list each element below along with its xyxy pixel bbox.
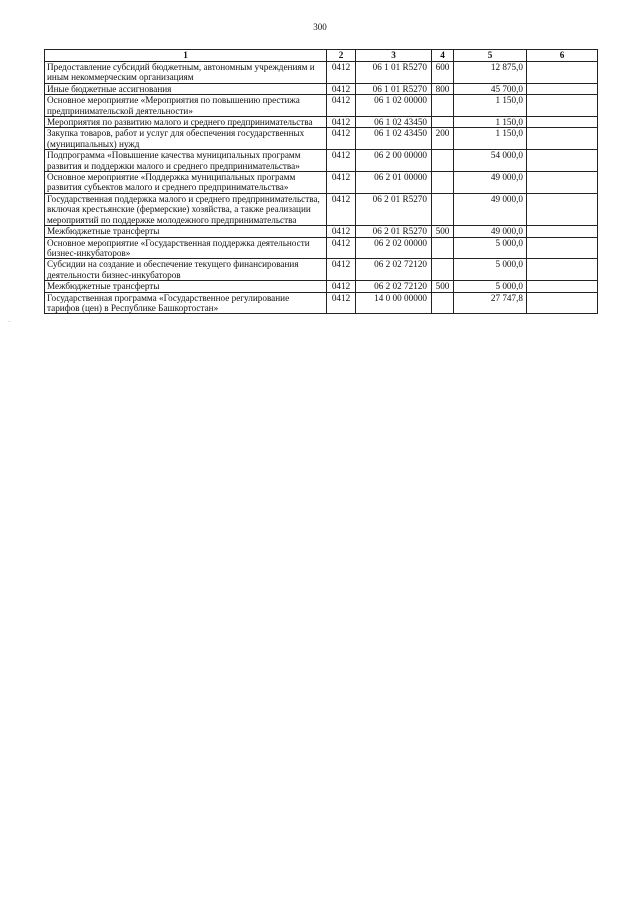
cell-code: 06 2 02 72120 <box>356 259 432 281</box>
cell-name: Предоставление субсидий бюджетным, автономным учреждениям и иным некоммерческим организациям <box>45 62 327 84</box>
cell-name: Иные бюджетные ассигнования <box>45 83 327 94</box>
cell-section: 0412 <box>327 128 356 150</box>
cell-col-6 <box>527 237 598 259</box>
cell-expense-type: 800 <box>432 83 454 94</box>
cell-col-6 <box>527 150 598 172</box>
cell-code: 06 1 02 43450 <box>356 117 432 128</box>
cell-code: 06 2 01 00000 <box>356 172 432 194</box>
cell-section: 0412 <box>327 95 356 117</box>
cell-expense-type: 600 <box>432 62 454 84</box>
table-row <box>45 117 598 128</box>
cell-col-6 <box>527 117 598 128</box>
header-col-5: 5 <box>454 50 527 62</box>
cell-expense-type: 200 <box>432 128 454 150</box>
cell-amount: 1 150,0 <box>454 117 527 128</box>
cell-name: Подпрограмма «Повышение качества муниципальных программ развития и поддержки малого и среднего предпринимательства» <box>45 150 327 172</box>
cell-amount: 5 000,0 <box>454 281 527 292</box>
cell-name: Субсидии на создание и обеспечение текущего финансирования деятельности бизнес-инкубаторов <box>45 259 327 281</box>
cell-section: 0412 <box>327 226 356 237</box>
cell-code: 14 0 00 00000 <box>356 292 432 314</box>
cell-col-6 <box>527 292 598 314</box>
cell-col-6 <box>527 83 598 94</box>
header-col-4: 4 <box>432 50 454 62</box>
page-number: 300 <box>313 22 327 32</box>
cell-col-6 <box>527 226 598 237</box>
cell-expense-type <box>432 259 454 281</box>
cell-expense-type <box>432 172 454 194</box>
cell-section: 0412 <box>327 172 356 194</box>
table-row <box>45 281 598 292</box>
cell-section: 0412 <box>327 193 356 225</box>
cell-code: 06 2 02 72120 <box>356 281 432 292</box>
cell-amount: 1 150,0 <box>454 128 527 150</box>
table-row <box>45 128 598 150</box>
cell-col-6 <box>527 62 598 84</box>
cell-section: 0412 <box>327 62 356 84</box>
cell-amount: 45 700,0 <box>454 83 527 94</box>
table-header-row <box>45 50 598 62</box>
cell-code: 06 1 01 R5270 <box>356 62 432 84</box>
cell-name: Межбюджетные трансферты <box>45 226 327 237</box>
cell-expense-type: 500 <box>432 281 454 292</box>
cell-name: Основное мероприятие «Государственная поддержка деятельности бизнес-инкубаторов» <box>45 237 327 259</box>
table-row <box>45 83 598 94</box>
table-row <box>45 172 598 194</box>
cell-code: 06 2 00 00000 <box>356 150 432 172</box>
cell-section: 0412 <box>327 83 356 94</box>
cell-expense-type <box>432 292 454 314</box>
cell-name: Государственная программа «Государственное регулирование тарифов (цен) в Республике Башкортостан» <box>45 292 327 314</box>
cell-name: Основное мероприятие «Поддержка муниципальных программ развития субъектов малого и среднего предпринимательства» <box>45 172 327 194</box>
cell-amount: 27 747,8 <box>454 292 527 314</box>
cell-name: Основное мероприятие «Мероприятия по повышению престижа предпринимательской деятельности» <box>45 95 327 117</box>
header-col-2: 2 <box>327 50 356 62</box>
cell-expense-type: 500 <box>432 226 454 237</box>
table-row <box>45 193 598 225</box>
cell-amount: 12 875,0 <box>454 62 527 84</box>
cell-amount: 5 000,0 <box>454 259 527 281</box>
budget-table <box>44 49 598 314</box>
cell-section: 0412 <box>327 237 356 259</box>
cell-section: 0412 <box>327 150 356 172</box>
cell-amount: 54 000,0 <box>454 150 527 172</box>
cell-col-6 <box>527 259 598 281</box>
cell-amount: 49 000,0 <box>454 172 527 194</box>
cell-name: Государственная поддержка малого и среднего предпринимательства, включая крестьянские (фермерские) хозяйства, а также реализации мероприятий по поддержке молодежного предпринимательства <box>45 193 327 225</box>
cell-col-6 <box>527 193 598 225</box>
cell-code: 06 1 01 R5270 <box>356 83 432 94</box>
cell-amount: 49 000,0 <box>454 193 527 225</box>
cell-section: 0412 <box>327 117 356 128</box>
cell-amount: 49 000,0 <box>454 226 527 237</box>
cell-code: 06 1 02 00000 <box>356 95 432 117</box>
table-body <box>45 62 598 314</box>
cell-expense-type <box>432 193 454 225</box>
cell-name: Мероприятия по развитию малого и среднего предпринимательства <box>45 117 327 128</box>
cell-name: Межбюджетные трансферты <box>45 281 327 292</box>
cell-col-6 <box>527 172 598 194</box>
table-row <box>45 95 598 117</box>
cell-name: Закупка товаров, работ и услуг для обеспечения государственных (муниципальных) нужд <box>45 128 327 150</box>
cell-section: 0412 <box>327 281 356 292</box>
table-row <box>45 259 598 281</box>
cell-col-6 <box>527 281 598 292</box>
cell-section: 0412 <box>327 292 356 314</box>
table-row <box>45 292 598 314</box>
cell-code: 06 1 02 43450 <box>356 128 432 150</box>
header-col-6: 6 <box>527 50 598 62</box>
cell-col-6 <box>527 128 598 150</box>
cell-code: 06 2 01 R5270 <box>356 226 432 237</box>
margin-mark: · <box>8 318 11 326</box>
cell-expense-type <box>432 117 454 128</box>
cell-expense-type <box>432 237 454 259</box>
header-col-3: 3 <box>356 50 432 62</box>
cell-amount: 1 150,0 <box>454 95 527 117</box>
table-row <box>45 62 598 84</box>
cell-col-6 <box>527 95 598 117</box>
table-row <box>45 150 598 172</box>
cell-expense-type <box>432 150 454 172</box>
cell-section: 0412 <box>327 259 356 281</box>
cell-expense-type <box>432 95 454 117</box>
cell-code: 06 2 01 R5270 <box>356 193 432 225</box>
cell-amount: 5 000,0 <box>454 237 527 259</box>
cell-code: 06 2 02 00000 <box>356 237 432 259</box>
header-col-1: 1 <box>45 50 327 62</box>
table-row <box>45 226 598 237</box>
table-row <box>45 237 598 259</box>
